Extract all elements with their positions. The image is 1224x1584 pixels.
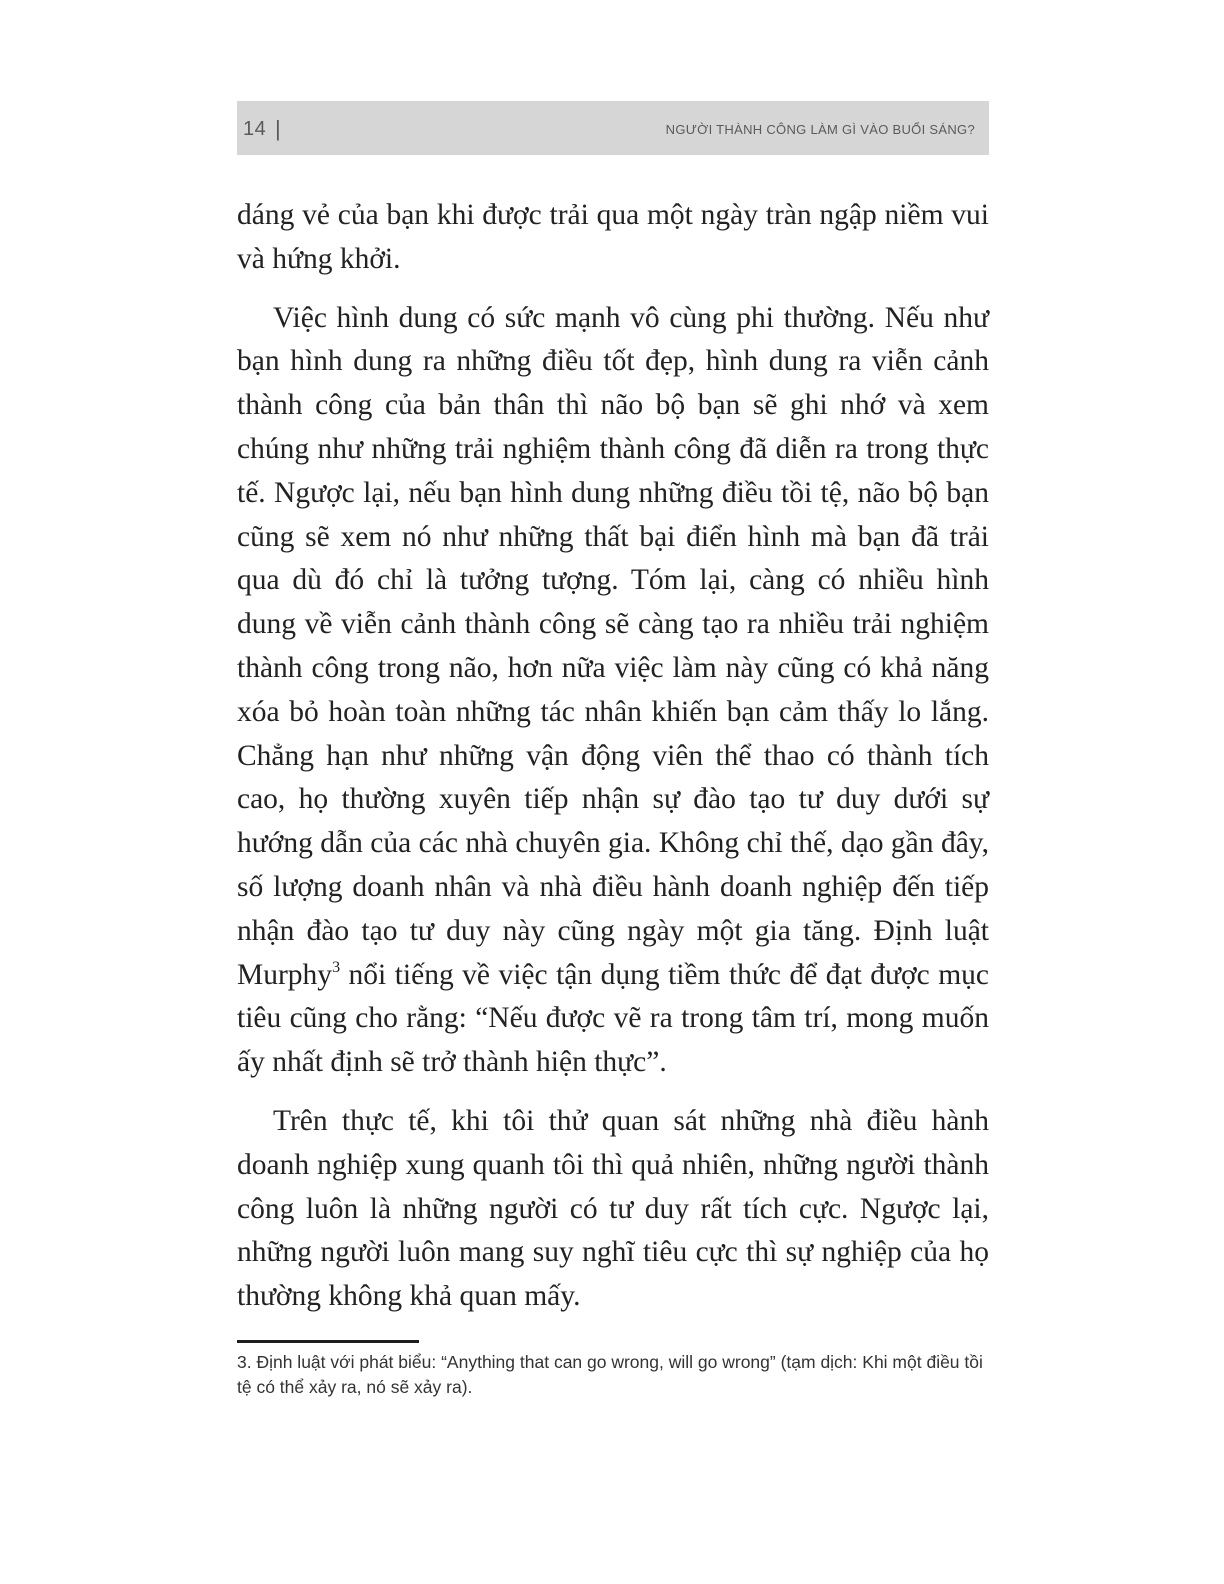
footnote-divider — [237, 1340, 419, 1343]
page-number: 14 — [243, 118, 267, 140]
paragraph-2 — [237, 297, 989, 1085]
footnote-reference: 3 — [332, 958, 341, 976]
header-separator: | — [275, 116, 281, 141]
running-title: NGƯỜI THÀNH CÔNG LÀM GÌ VÀO BUỔI SÁNG? — [665, 122, 975, 137]
paragraph-3: Trên thực tế, khi tôi thử quan sát những nhà điều hành doanh nghiệp xung quanh tôi thì quả nhiên, những người thành công luôn là những người có tư duy rất tích cực. Ngược lại, những người luôn mang suy nghĩ tiêu cực thì sự nghiệp của họ thường không khả quan mấy. — [237, 1104, 989, 1313]
paragraph-1: dáng vẻ của bạn khi được trải qua một ngày tràn ngập niềm vui và hứng khởi. — [237, 199, 989, 275]
running-header — [237, 101, 989, 155]
paragraph-2-part-2: nổi tiếng về việc tận dụng tiềm thức để đạt được mục tiêu cũng cho rằng: “Nếu được vẽ ra trong tâm trí, mong muốn ấy nhất định sẽ trở thành hiện thực”. — [237, 958, 989, 1079]
footnote: 3. Định luật với phát biểu: “Anything that can go wrong, will go wrong” (tạm dịch: Khi một điều tồi tệ có thể xảy ra, nó sẽ xảy ra). — [237, 1352, 983, 1397]
paragraph-2-part-1: Việc hình dung có sức mạnh vô cùng phi thường. Nếu như bạn hình dung ra những điều tốt đẹp, hình dung ra viễn cảnh thành công của bản thân thì não bộ bạn sẽ ghi nhớ và xem chúng như những trải nghiệm thành công đã diễn ra trong thực tế. Ngược lại, nếu bạn hình dung những điều tồi tệ, não bộ bạn cũng sẽ xem nó như những thất bại điển hình mà bạn đã trải qua dù đó chỉ là tưởng tượng. Tóm lại, càng có nhiều hình dung về viễn cảnh thành công sẽ càng tạo ra nhiều trải nghiệm thành công trong não, hơn nữa việc làm này cũng có khả năng xóa bỏ hoàn toàn những tác nhân khiến bạn cảm thấy lo lắng. Chẳng hạn như những vận động viên thể thao có thành tích cao, họ thường xuyên tiếp nhận sự đào tạo tư duy dưới sự hướng dẫn của các nhà chuyên gia. Không chỉ thế, dạo gần đây, số lượng doanh nhân và nhà điều hành doanh nghiệp đến tiếp nhận đào tạo tư duy này cũng ngày một gia tăng. Định luật Murphy — [237, 301, 989, 991]
body-text — [237, 194, 989, 1319]
